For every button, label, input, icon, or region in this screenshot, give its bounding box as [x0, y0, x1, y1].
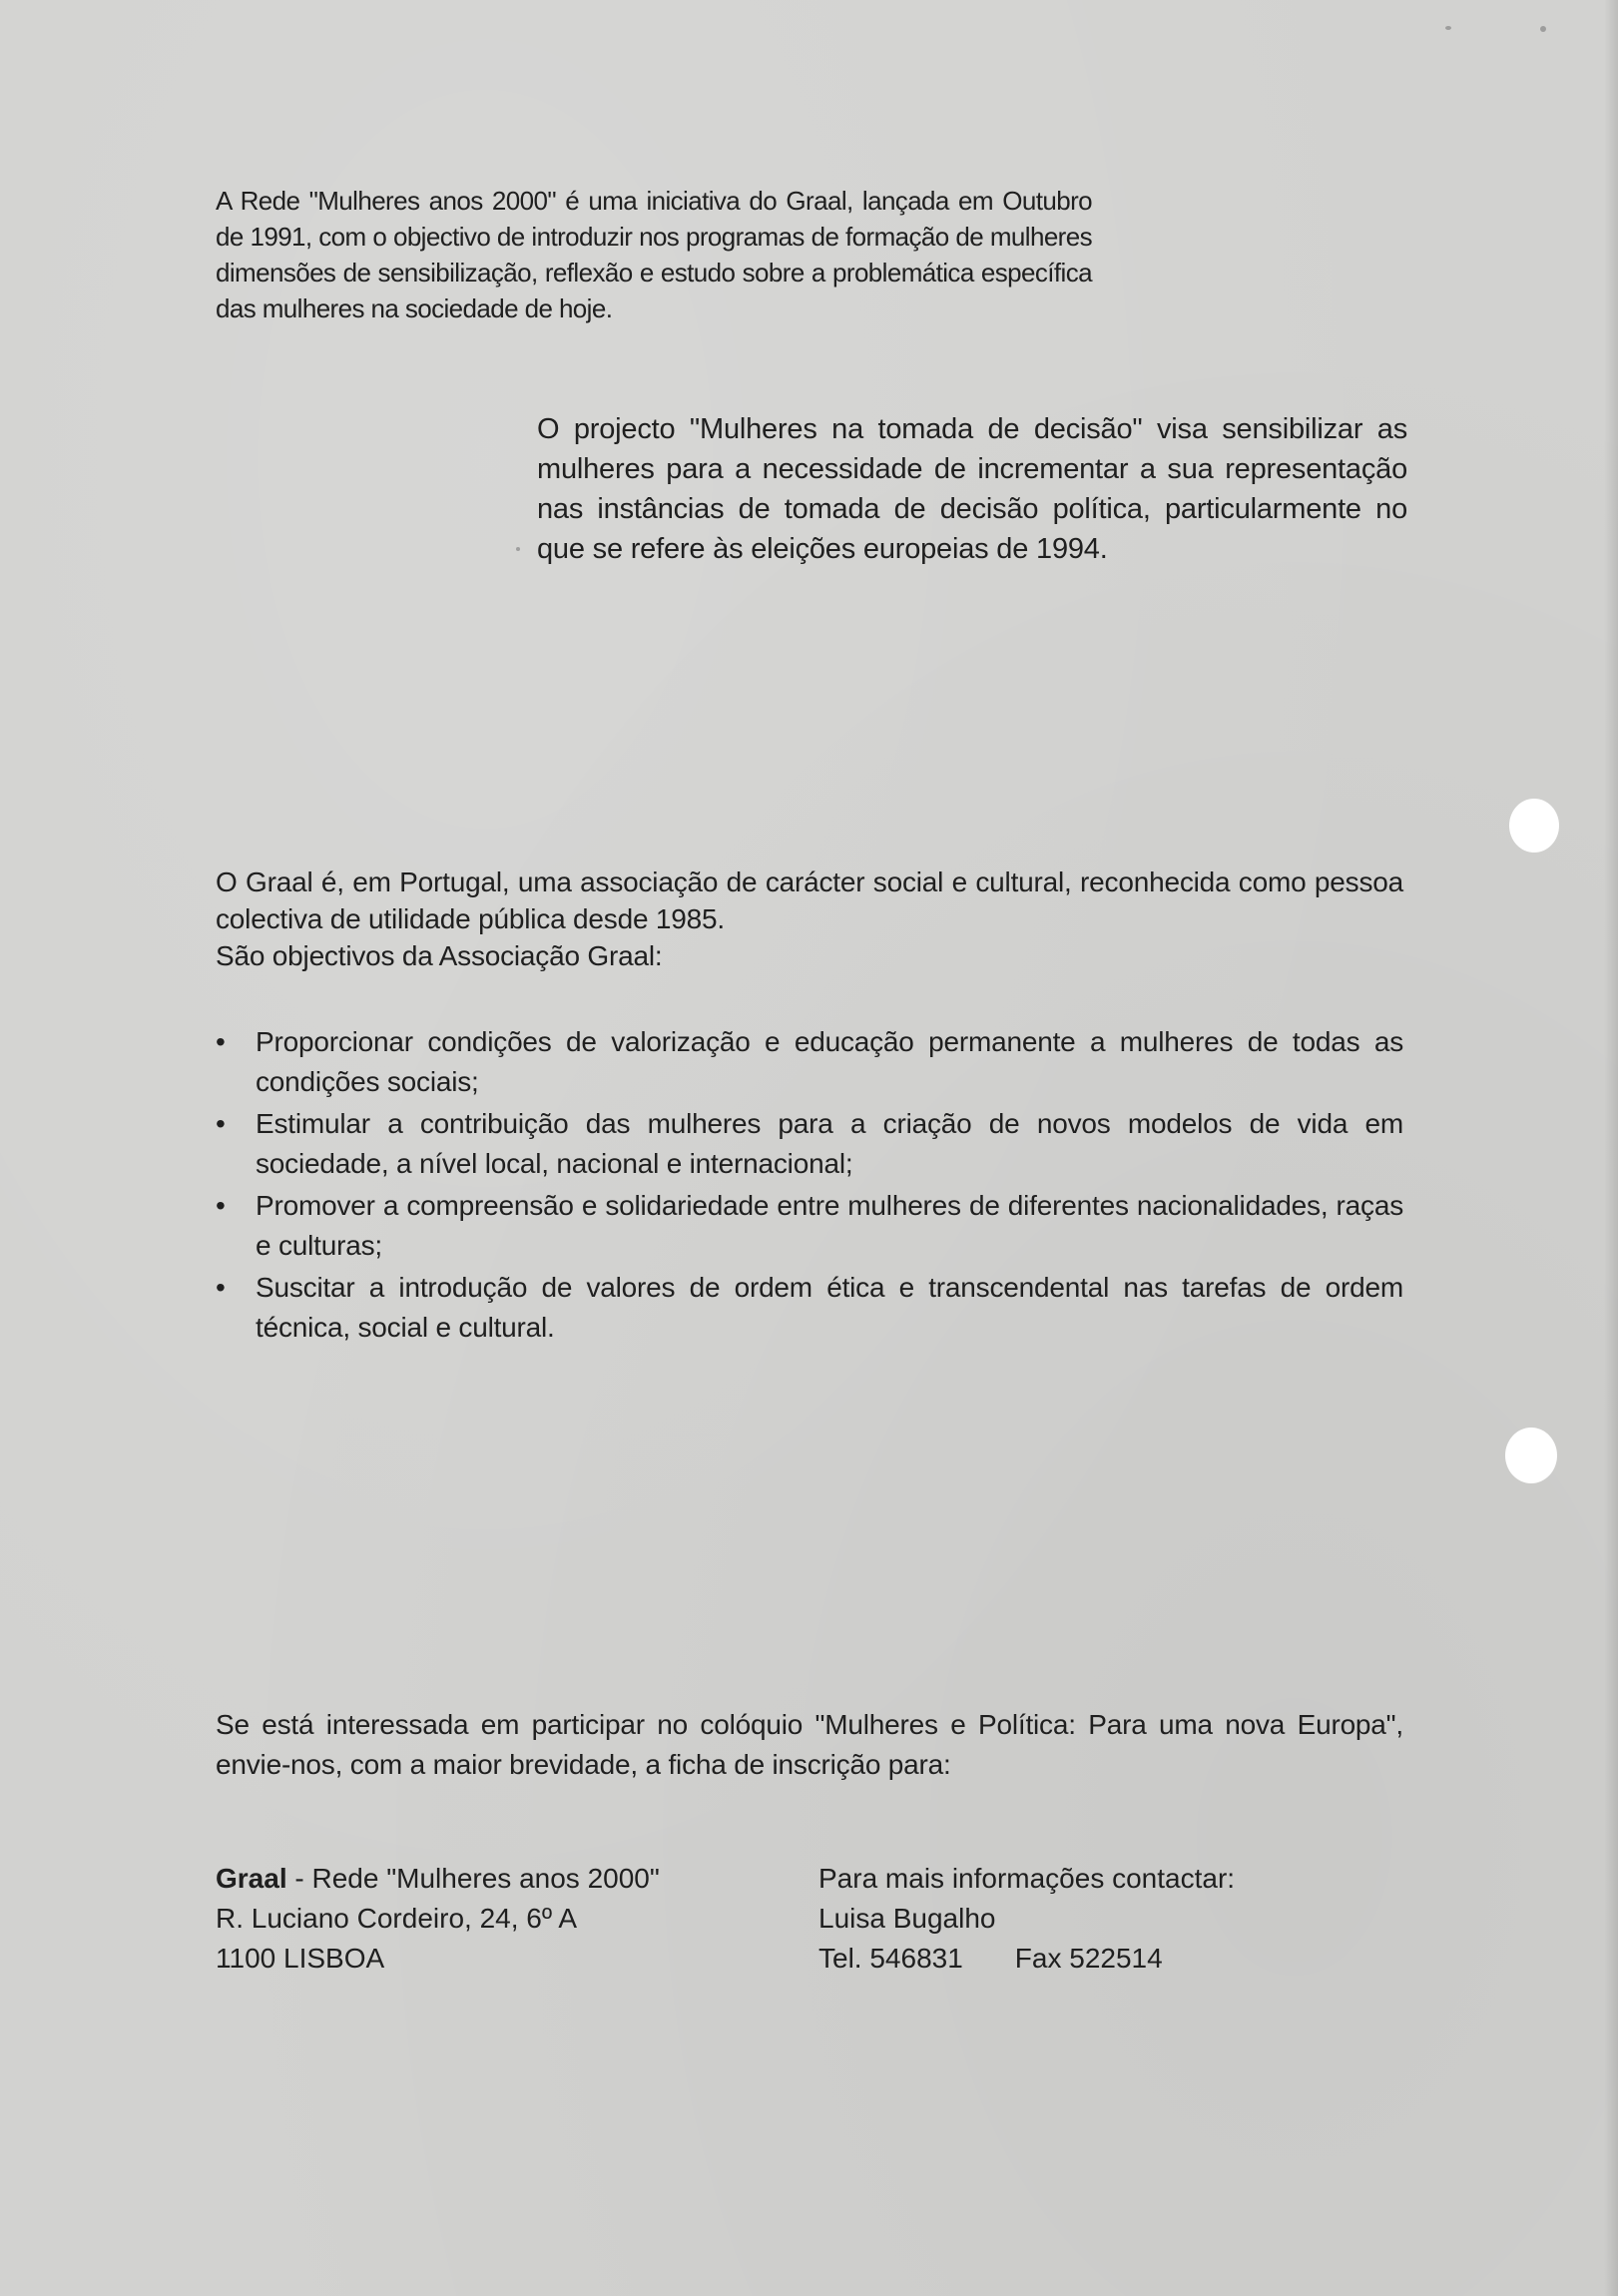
- scan-speck: [1540, 26, 1546, 32]
- postal-address: [216, 1859, 660, 1979]
- list-item: [216, 1104, 1403, 1184]
- organization-name: Graal: [216, 1863, 287, 1894]
- objectives-list: [216, 1022, 1403, 1350]
- scan-speck: [1445, 26, 1451, 30]
- objective-text: Proporcionar condições de valorização e educação permanente a mulheres de todas as condições sociais;: [256, 1026, 1403, 1097]
- objective-text: Suscitar a introdução de valores de ordem ética e transcendental nas tarefas de ordem técnica, social e cultural.: [256, 1272, 1403, 1343]
- objective-text: Promover a compreensão e solidariedade entre mulheres de diferentes nacionalidades, raças e culturas;: [256, 1190, 1403, 1261]
- bullet-icon: •: [216, 1272, 226, 1303]
- invitation-paragraph: [216, 1705, 1403, 1785]
- invitation-text: Se está interessada em participar no colóquio "Mulheres e Política: Para uma nova Europa", envie-nos, com a maior brevidade, a ficha de inscrição para:: [216, 1709, 1403, 1780]
- punch-hole: [1505, 1428, 1557, 1483]
- graal-description-text: O Graal é, em Portugal, uma associação de carácter social e cultural, reconhecida como pessoa colectiva de utilidade pública desde 1985.: [216, 866, 1403, 934]
- page-edge-shadow: [1604, 0, 1618, 2296]
- objectives-heading: São objectivos da Associação Graal:: [216, 940, 663, 971]
- project-paragraph: [537, 409, 1407, 569]
- intro-text: A Rede "Mulheres anos 2000" é uma iniciativa do Graal, lançada em Outubro de 1991, com o objectivo de introduzir nos programas de formação de mulheres dimensões de sensibilização, reflexão e estudo sobre a problemática específica das mulheres na sociedade de hoje.: [216, 186, 1092, 323]
- list-item: [216, 1186, 1403, 1266]
- intro-paragraph: [216, 183, 1092, 326]
- project-text: O projecto "Mulheres na tomada de decisão" visa sensibilizar as mulheres para a necessidade de incrementar a sua representação nas instâncias de tomada de decisão política, particularmente no que se refere às eleições europeias de 1994.: [537, 413, 1407, 565]
- list-item: [216, 1022, 1403, 1102]
- list-item: [216, 1268, 1403, 1348]
- address-city: 1100 LISBOA: [216, 1943, 385, 1974]
- fax-number: Fax 522514: [1014, 1943, 1163, 1974]
- contact-person: Luisa Bugalho: [818, 1903, 996, 1934]
- graal-description: [216, 863, 1403, 974]
- bullet-icon: •: [216, 1108, 226, 1139]
- address-organization: [216, 1859, 660, 1899]
- contact-numbers: [818, 1939, 1235, 1979]
- scan-speck: [516, 547, 520, 551]
- address-street: R. Luciano Cordeiro, 24, 6º A: [216, 1903, 577, 1934]
- bullet-icon: •: [216, 1190, 226, 1221]
- bullet-icon: •: [216, 1026, 226, 1057]
- contact-info: [818, 1859, 1235, 1979]
- organization-network: - Rede "Mulheres anos 2000": [286, 1863, 660, 1894]
- punch-hole: [1509, 799, 1559, 853]
- telephone-number: Tel. 546831: [818, 1943, 963, 1974]
- objective-text: Estimular a contribuição das mulheres para a criação de novos modelos de vida em sociedade, a nível local, nacional e internacional;: [256, 1108, 1403, 1179]
- contact-heading: Para mais informações contactar:: [818, 1863, 1236, 1894]
